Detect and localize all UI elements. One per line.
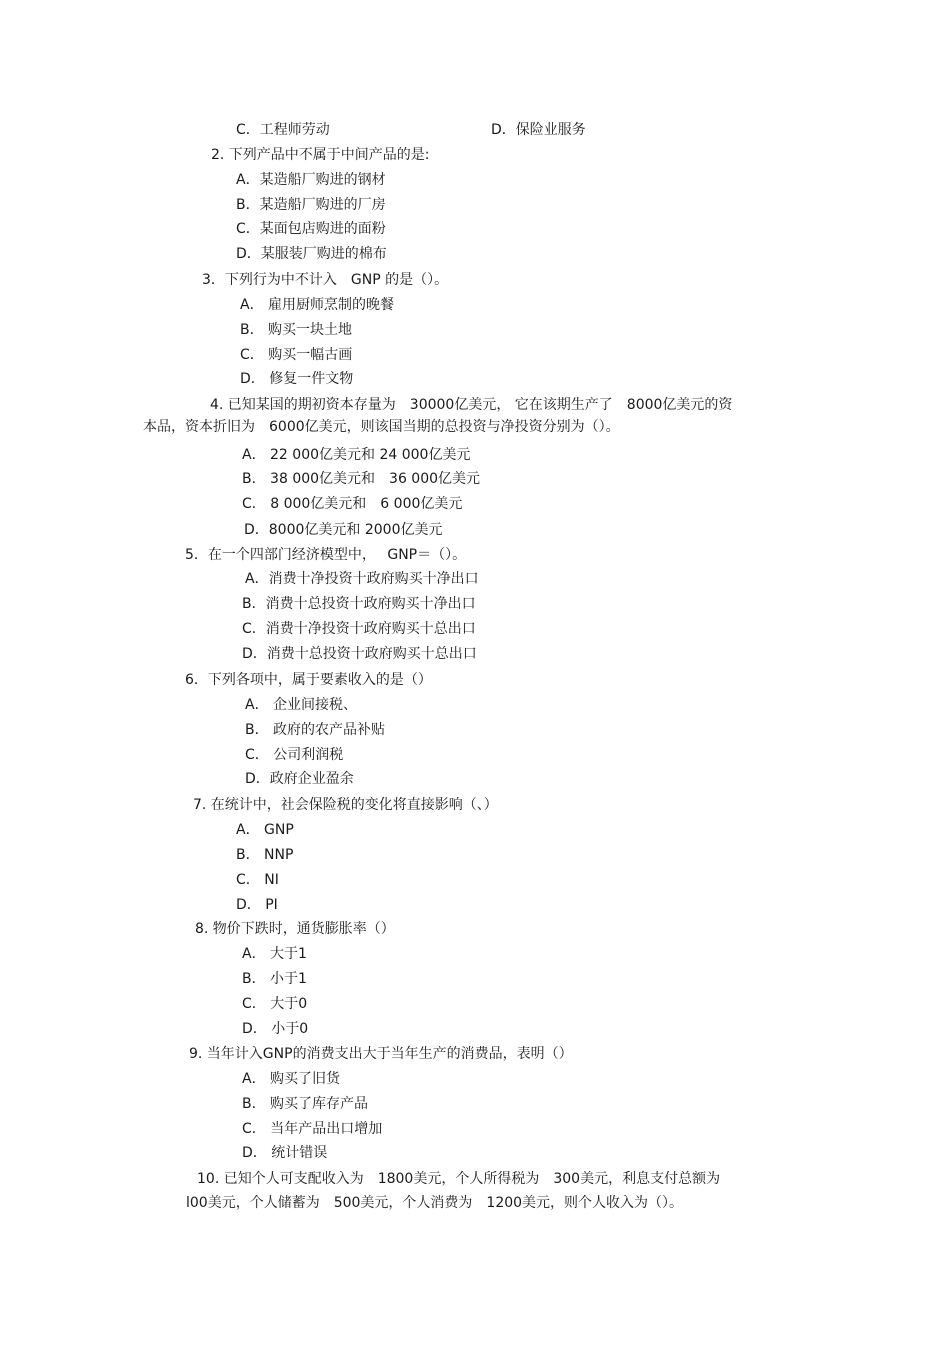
option-b: B． 购买了库存产品 [242, 1096, 369, 1112]
option-c: C． 大于0 [242, 996, 308, 1012]
option-d: D．某服装厂购进的棉布 [236, 246, 387, 262]
option-a: A． 雇用厨师烹制的晚餐 [240, 297, 395, 313]
option-b: B．某造船厂购进的厂房 [236, 197, 386, 213]
option-c: C． NI [236, 872, 279, 888]
option-d: D．政府企业盈余 [245, 771, 354, 787]
option-a: A．消费十净投资十政府购买十净出口 [245, 571, 479, 587]
question-9: 9. 当年计入GNP的消费支出大于当年生产的消费品，表明（） [189, 1046, 573, 1062]
option-c: C．工程师劳动 [236, 122, 330, 138]
option-c: C．消费十净投资十政府购买十总出口 [242, 621, 476, 637]
option-c: C． 当年产品出口增加 [242, 1121, 383, 1137]
option-d: D． 修复一件文物 [240, 371, 354, 387]
option-b: B． 小于1 [242, 971, 307, 987]
option-a: A． 大于1 [242, 946, 307, 962]
question-4-continued: 本品，资本折旧为 6000亿美元，则该国当期的总投资与净投资分别为（）。 [143, 419, 620, 435]
option-c: C．某面包店购进的面粉 [236, 221, 386, 237]
question-4: 4. 已知某国的期初资本存量为 30000亿美元， 它在该期生产了 8000亿美元的资 [210, 397, 733, 413]
option-d: D． 小于0 [242, 1021, 309, 1037]
option-a: A． 企业间接税、 [245, 697, 358, 713]
option-a: A． 购买了旧货 [242, 1071, 341, 1087]
question-5: 5．在一个四部门经济模型中， GNP＝（）。 [185, 547, 467, 563]
option-d: D．消费十总投资十政府购买十总出口 [242, 646, 477, 662]
option-d: D．8000亿美元和 2000亿美元 [244, 522, 443, 538]
option-c: C． 公司利润税 [245, 747, 344, 763]
option-b: B． 政府的农产品补贴 [245, 722, 386, 738]
option-b: B．消费十总投资十政府购买十净出口 [242, 596, 476, 612]
option-c: C． 购买一幅古画 [240, 347, 353, 363]
question-10: 10. 已知个人可支配收入为 1800美元，个人所得税为 300美元，利息支付总额为 [197, 1171, 721, 1187]
question-2: 2. 下列产品中不属于中间产品的是: [211, 147, 430, 163]
option-b: B． 购买一块土地 [240, 322, 353, 338]
option-a: A． 22 000亿美元和 24 000亿美元 [242, 447, 471, 463]
question-3: 3．下列行为中不计入 GNP 的是（）。 [202, 272, 449, 288]
option-d: D．保险业服务 [491, 122, 586, 138]
question-8: 8. 物价下跌时，通货膨胀率（） [195, 921, 395, 937]
option-b: B． 38 000亿美元和 36 000亿美元 [242, 471, 481, 487]
question-6: 6．下列各项中，属于要素收入的是（） [185, 672, 432, 688]
option-b: B． NNP [236, 847, 294, 863]
option-a: A． GNP [236, 822, 294, 838]
question-7: 7. 在统计中，社会保险税的变化将直接影响（、） [193, 797, 498, 813]
option-d: D． PI [236, 897, 278, 913]
option-c: C． 8 000亿美元和 6 000亿美元 [242, 496, 463, 512]
option-d: D． 统计错误 [242, 1145, 328, 1161]
option-a: A．某造船厂购进的钢材 [236, 172, 386, 188]
question-10-continued: l00美元，个人储蓄为 500美元，个人消费为 1200美元，则个人收入为（）。 [186, 1195, 684, 1211]
